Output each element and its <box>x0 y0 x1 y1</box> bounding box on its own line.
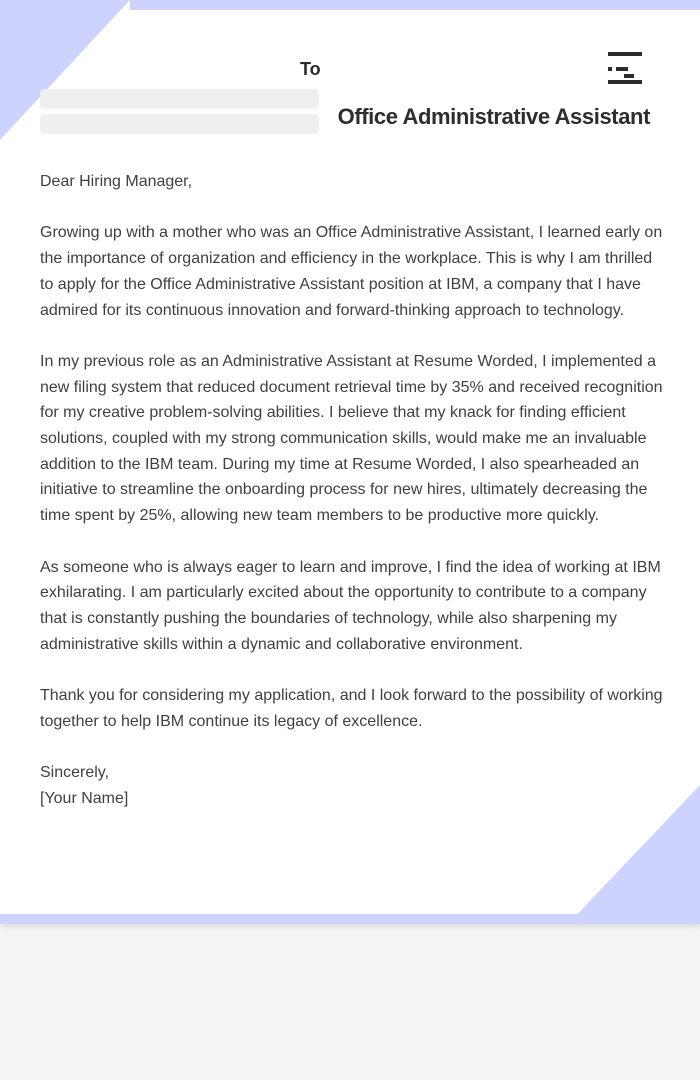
salutation: Dear Hiring Manager, <box>40 173 193 190</box>
top-edge-accent <box>130 0 700 10</box>
signature: [Your Name] <box>40 789 129 807</box>
document-lines-icon <box>606 52 644 86</box>
signoff <box>40 760 666 811</box>
paragraph-3: As someone who is always eager to learn and improve, I find the idea of working at IBM exhilarating. I am particularly excited about the opportunity to contribute to a company that is constantly pushing the boundaries of technology, while also sharpening my administrative skills within a dynamic and collaborative environment. <box>40 558 661 653</box>
paragraph-1: Growing up with a mother who was an Office Administrative Assistant, I learned early on the importance of organization and efficiency in the workplace. This is why I am thrilled to apply for the Office Administrative Assistant position at IBM, a company that I have admired for its continuous innovation and forward-thinking approach to technology. <box>40 224 663 319</box>
position-title: Office Administrative Assistant <box>337 104 650 129</box>
to-label: To <box>300 59 321 79</box>
recipient-line-2 <box>40 114 319 134</box>
bottom-edge-accent <box>0 914 700 924</box>
closing: Sincerely, <box>40 764 110 782</box>
paragraph-4: Thank you for considering my application, and I look forward to the possibility of working together to help IBM continue its legacy of excellence. <box>40 687 663 730</box>
recipient-line-1 <box>40 89 319 109</box>
paragraph-2: In my previous role as an Administrative Assistant at Resume Worded, I implemented a new filing system that reduced document retrieval time by 35% and received recognition for my creative problem-solving abilities. I believe that my knack for finding efficient solutions, coupled with my strong communication skills, would make me an invaluable addition to the IBM team. During my time at Resume Worded, I also spearheaded an initiative to streamline the onboarding process for new hires, ultimately decreasing the time spent by 25%, allowing new team members to be productive more quickly. <box>40 352 663 525</box>
letter-body <box>40 169 666 812</box>
